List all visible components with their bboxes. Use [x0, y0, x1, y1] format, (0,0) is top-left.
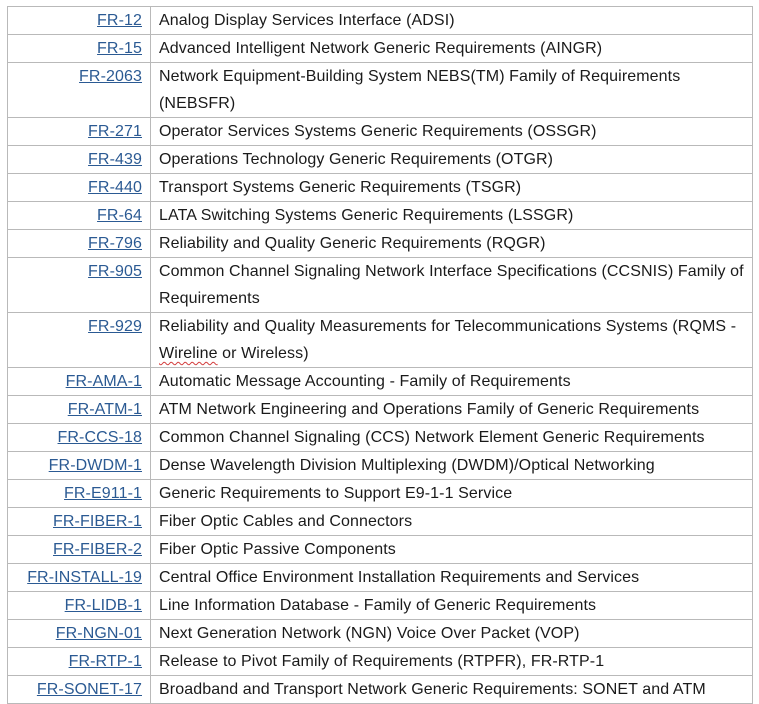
table-row	[8, 7, 753, 35]
requirement-link[interactable]: FR-RTP-1	[68, 653, 142, 670]
requirement-link[interactable]: FR-2063	[79, 68, 142, 85]
requirement-link[interactable]: FR-440	[88, 179, 142, 196]
requirement-link[interactable]: FR-64	[97, 207, 142, 224]
table-row	[8, 368, 753, 396]
requirement-link[interactable]: FR-905	[88, 263, 142, 280]
requirement-title: Network Equipment-Building System NEBS(TM) Family of Requirements (NEBSFR)	[151, 63, 753, 118]
requirement-link[interactable]: FR-FIBER-1	[53, 513, 142, 530]
requirement-link[interactable]: FR-DWDM-1	[48, 457, 142, 474]
requirement-link[interactable]: FR-SONET-17	[36, 681, 142, 698]
requirement-link[interactable]: FR-INSTALL-19	[27, 569, 142, 586]
requirement-link[interactable]: FR-FIBER-2	[53, 541, 142, 558]
requirement-link[interactable]: FR-12	[97, 12, 142, 29]
table-row	[8, 313, 753, 368]
requirement-title: Next Generation Network (NGN) Voice Over Packet (VOP)	[151, 620, 753, 648]
requirement-title	[151, 313, 753, 368]
requirement-title: Advanced Intelligent Network Generic Requirements (AINGR)	[151, 35, 753, 63]
requirement-title-part: or Wireless)	[217, 345, 309, 362]
requirement-link[interactable]: FR-NGN-01	[55, 625, 142, 642]
requirement-title: Fiber Optic Cables and Connectors	[151, 508, 753, 536]
requirement-title: Generic Requirements to Support E9-1-1 Service	[151, 480, 753, 508]
table-row	[8, 452, 753, 480]
requirement-title: Operations Technology Generic Requirements (OTGR)	[151, 146, 753, 174]
requirement-link[interactable]: FR-439	[88, 151, 142, 168]
requirement-title: Release to Pivot Family of Requirements (RTPFR), FR-RTP-1	[151, 648, 753, 676]
table-row	[8, 174, 753, 202]
requirement-link[interactable]: FR-AMA-1	[65, 373, 142, 390]
requirement-link[interactable]: FR-ATM-1	[67, 401, 142, 418]
requirement-link[interactable]: FR-CCS-18	[57, 429, 142, 446]
requirement-title: Central Office Environment Installation Requirements and Services	[151, 564, 753, 592]
table-row	[8, 592, 753, 620]
table-row	[8, 258, 753, 313]
requirement-title: Automatic Message Accounting - Family of Requirements	[151, 368, 753, 396]
table-row	[8, 202, 753, 230]
requirement-title: Dense Wavelength Division Multiplexing (DWDM)/Optical Networking	[151, 452, 753, 480]
requirement-title: Fiber Optic Passive Components	[151, 536, 753, 564]
requirement-title: Line Information Database - Family of Generic Requirements	[151, 592, 753, 620]
requirement-title: Transport Systems Generic Requirements (TSGR)	[151, 174, 753, 202]
table-row	[8, 480, 753, 508]
requirement-link[interactable]: FR-271	[88, 123, 142, 140]
table-row	[8, 118, 753, 146]
spellcheck-flagged-word: Wireline	[159, 345, 218, 362]
requirement-title: LATA Switching Systems Generic Requirements (LSSGR)	[151, 202, 753, 230]
table-row	[8, 648, 753, 676]
table-row	[8, 63, 753, 118]
table-row	[8, 424, 753, 452]
requirement-title: Analog Display Services Interface (ADSI)	[151, 7, 753, 35]
requirements-table	[7, 6, 753, 704]
requirement-title: ATM Network Engineering and Operations Family of Generic Requirements	[151, 396, 753, 424]
table-row	[8, 536, 753, 564]
requirement-link[interactable]: FR-796	[88, 235, 142, 252]
requirement-title: Operator Services Systems Generic Requirements (OSSGR)	[151, 118, 753, 146]
table-row	[8, 35, 753, 63]
requirement-title: Common Channel Signaling Network Interface Specifications (CCSNIS) Family of Requirements	[151, 258, 753, 313]
table-row	[8, 620, 753, 648]
requirement-title: Broadband and Transport Network Generic Requirements: SONET and ATM	[151, 676, 753, 704]
table-row	[8, 230, 753, 258]
requirement-title: Reliability and Quality Generic Requirements (RQGR)	[151, 230, 753, 258]
table-row	[8, 146, 753, 174]
requirement-link[interactable]: FR-929	[88, 318, 142, 335]
table-row	[8, 508, 753, 536]
table-row	[8, 676, 753, 704]
requirement-link[interactable]: FR-15	[97, 40, 142, 57]
requirement-link[interactable]: FR-E911-1	[64, 485, 142, 502]
requirement-title-part: Reliability and Quality Measurements for Telecommunications Systems (RQMS -	[159, 318, 737, 335]
requirement-link[interactable]: FR-LIDB-1	[64, 597, 142, 614]
table-row	[8, 564, 753, 592]
requirement-title: Common Channel Signaling (CCS) Network Element Generic Requirements	[151, 424, 753, 452]
table-row	[8, 396, 753, 424]
